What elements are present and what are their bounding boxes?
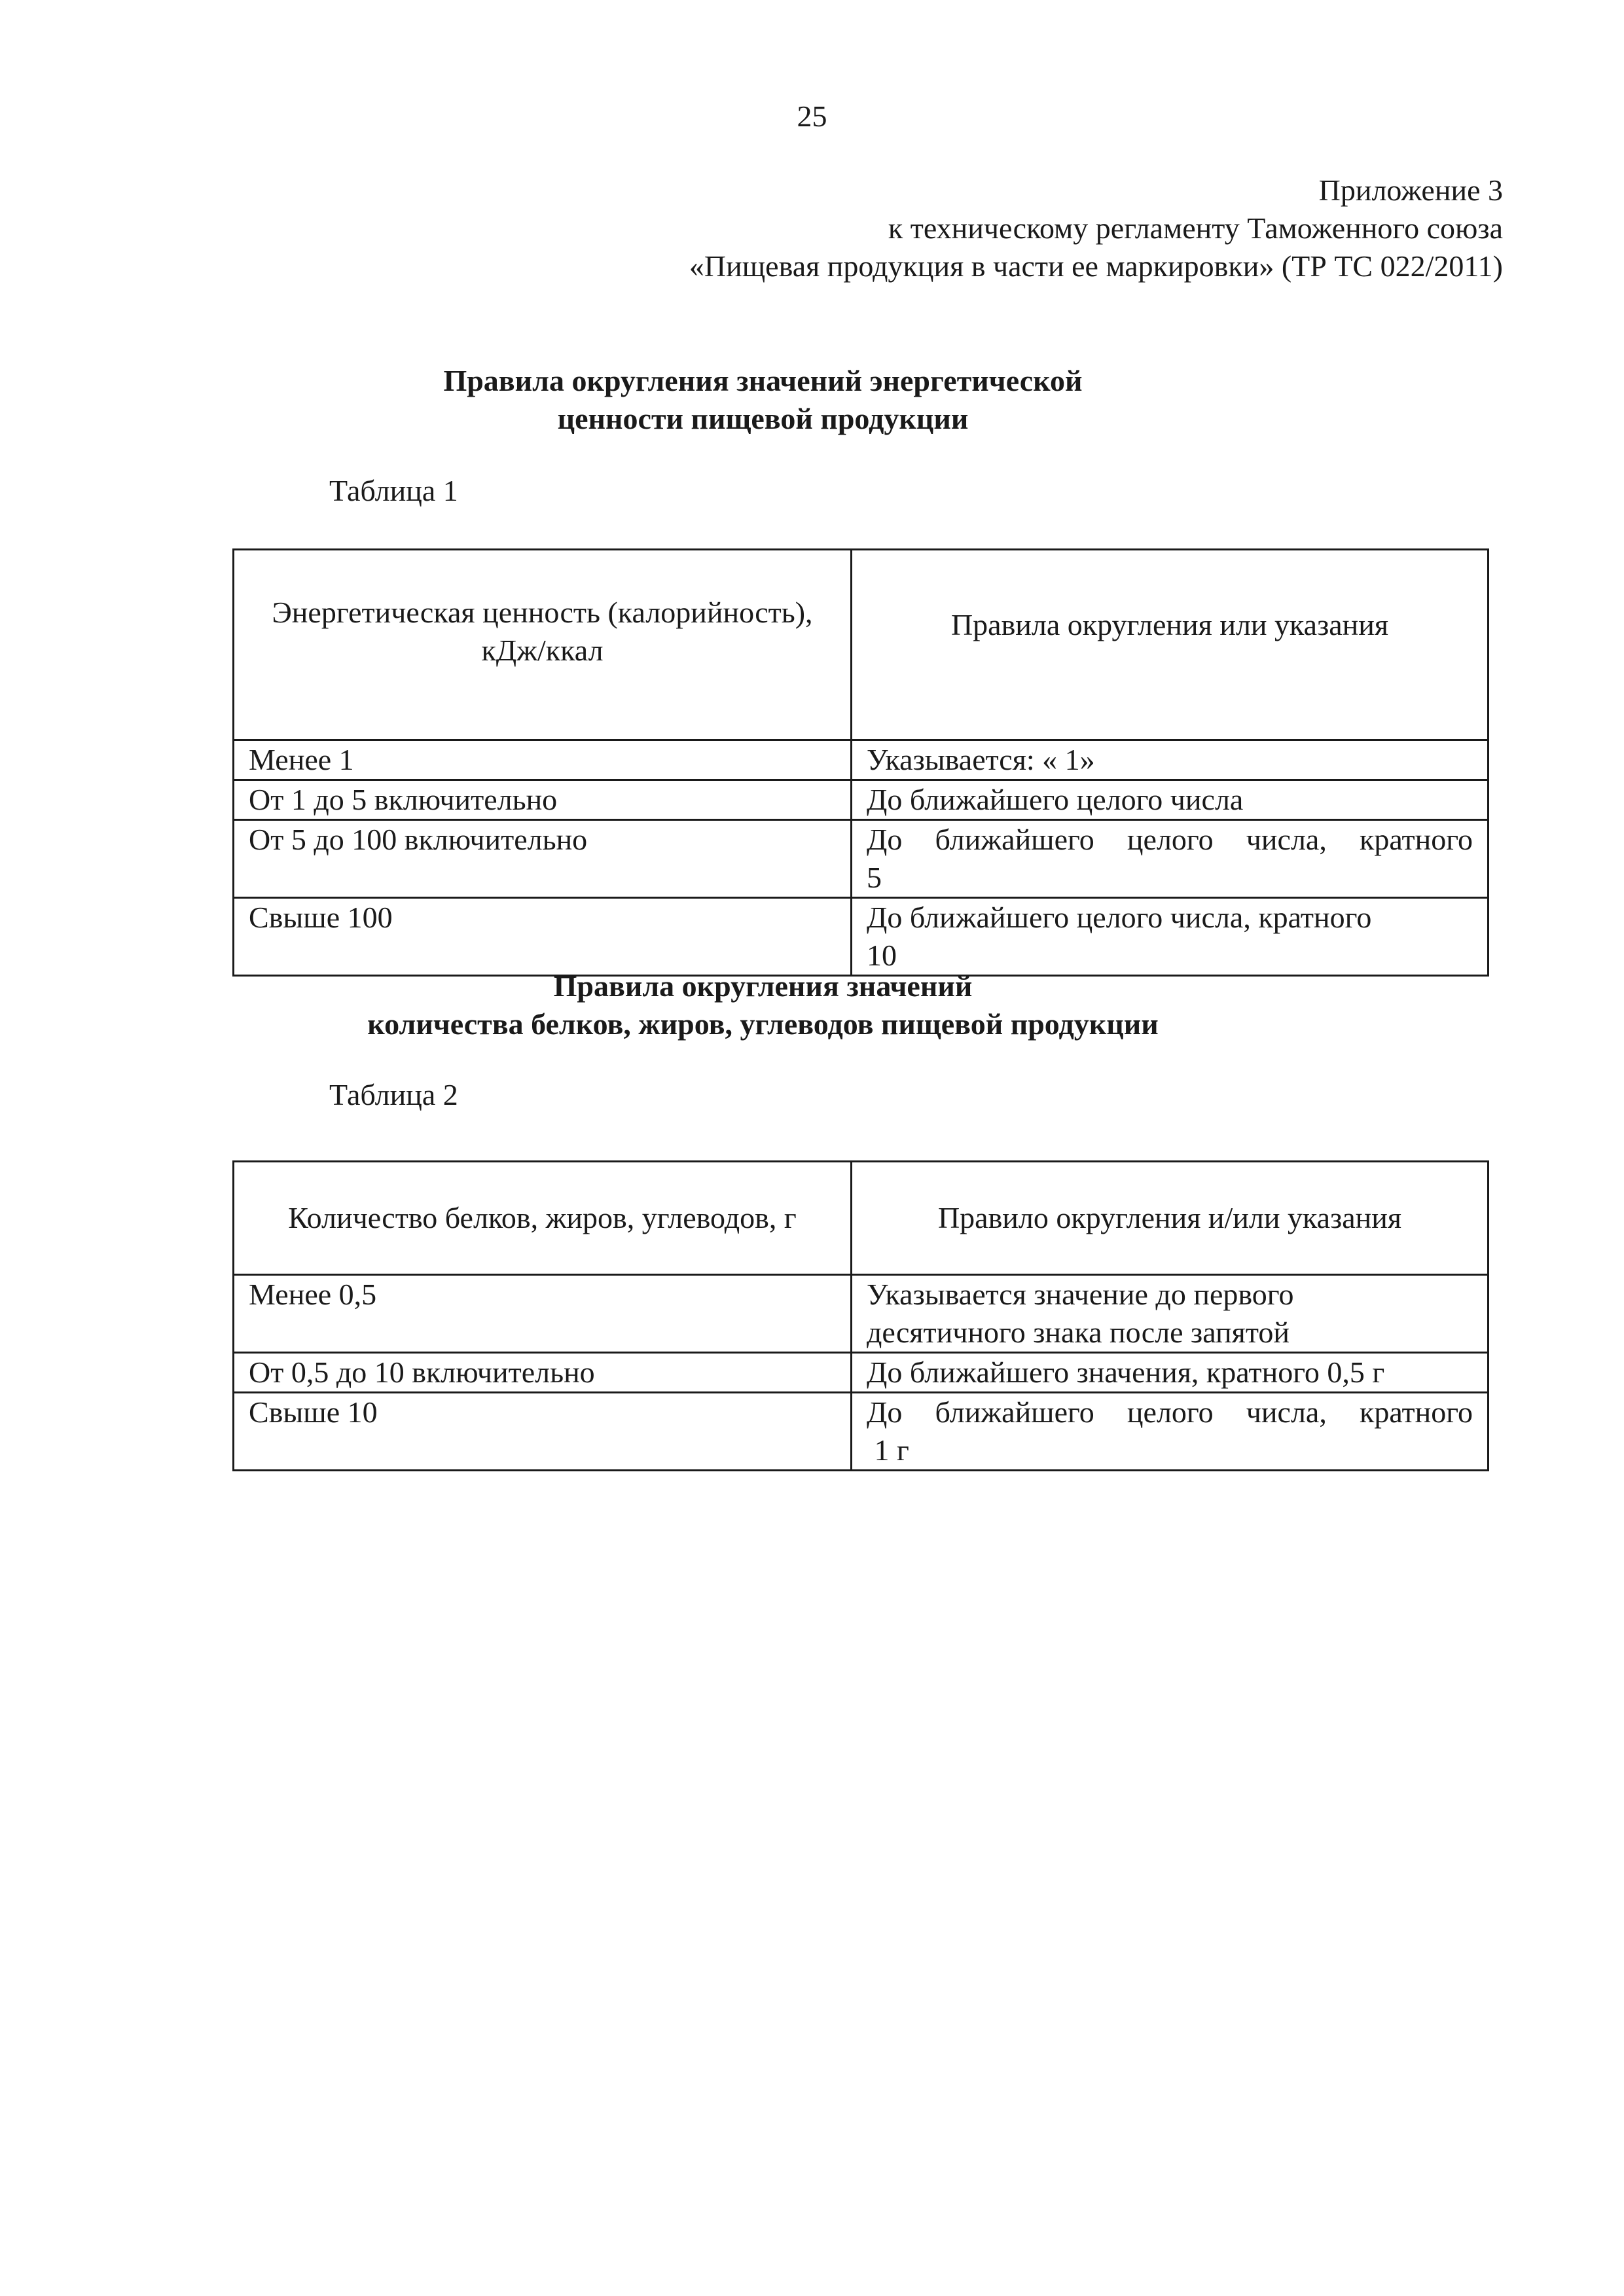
table-caption: Таблица 2 bbox=[329, 1078, 458, 1111]
table-header-row bbox=[234, 550, 1489, 740]
header-text: Энергетическая ценность (калорийность), bbox=[272, 596, 813, 629]
page-number: 25 bbox=[797, 99, 827, 133]
table-cell-range: От 0,5 до 10 включительно bbox=[234, 1353, 852, 1393]
table-row bbox=[234, 820, 1489, 898]
table-row bbox=[234, 780, 1489, 820]
section-title-energy bbox=[0, 362, 1526, 438]
table-cell-rule bbox=[852, 820, 1489, 898]
table-cell-range: От 1 до 5 включительно bbox=[234, 780, 852, 820]
section-title-line: количества белков, жиров, углеводов пищевой продукции bbox=[367, 1007, 1159, 1041]
table-cell-range: От 5 до 100 включительно bbox=[234, 820, 852, 898]
table-caption: Таблица 1 bbox=[329, 474, 458, 507]
rule-line: До ближайшего целого числа, кратного bbox=[867, 823, 1473, 856]
table-cell-rule bbox=[852, 1275, 1489, 1353]
section-title-nutrients bbox=[0, 967, 1526, 1043]
table-header-cell bbox=[852, 550, 1489, 740]
table-cell-range: Менее 1 bbox=[234, 740, 852, 780]
section-title-line: Правила округления значений bbox=[553, 969, 973, 1003]
table-row bbox=[234, 740, 1489, 780]
table-cell-rule bbox=[852, 898, 1489, 976]
appendix-reference bbox=[689, 171, 1503, 285]
table-header-cell bbox=[234, 550, 852, 740]
table-header-cell: Правило округления и/или указания bbox=[852, 1162, 1489, 1275]
table-row bbox=[234, 1393, 1489, 1471]
table-cell-range: Свыше 10 bbox=[234, 1393, 852, 1471]
appendix-line: «Пищевая продукция в части ее маркировки» (ТР ТС 022/2011) bbox=[689, 249, 1503, 283]
appendix-line: Приложение 3 bbox=[1318, 173, 1503, 207]
section-title-line: Правила округления значений энергетической bbox=[443, 364, 1083, 397]
table-row bbox=[234, 1275, 1489, 1353]
rule-line: До ближайшего целого числа, кратного bbox=[867, 1395, 1473, 1429]
table-cell-range: Свыше 100 bbox=[234, 898, 852, 976]
table-row bbox=[234, 1353, 1489, 1393]
table-header-cell: Количество белков, жиров, углеводов, г bbox=[234, 1162, 852, 1275]
section-title-line: ценности пищевой продукции bbox=[557, 402, 969, 435]
header-text: Правила округления или указания bbox=[950, 608, 1389, 641]
table-cell-range: Менее 0,5 bbox=[234, 1275, 852, 1353]
energy-rounding-table bbox=[232, 548, 1489, 977]
table-header-row bbox=[234, 1162, 1489, 1275]
appendix-line: к техническому регламенту Таможенного союза bbox=[888, 211, 1503, 245]
rule-line: 10 bbox=[867, 939, 897, 972]
table-cell-rule bbox=[852, 1393, 1489, 1471]
rule-line: десятичного знака после запятой bbox=[867, 1316, 1290, 1349]
nutrient-rounding-table bbox=[232, 1160, 1489, 1471]
table-cell-rule: Указывается: « 1» bbox=[852, 740, 1489, 780]
rule-line: 1 г bbox=[867, 1433, 909, 1467]
rule-line: Указывается значение до первого bbox=[867, 1278, 1294, 1311]
table-cell-rule: До ближайшего значения, кратного 0,5 г bbox=[852, 1353, 1489, 1393]
table-cell-rule: До ближайшего целого числа bbox=[852, 780, 1489, 820]
header-text: кДж/ккал bbox=[481, 634, 604, 667]
rule-line: 5 bbox=[867, 861, 882, 894]
table-row bbox=[234, 898, 1489, 976]
rule-line: До ближайшего целого числа, кратного bbox=[867, 901, 1372, 934]
